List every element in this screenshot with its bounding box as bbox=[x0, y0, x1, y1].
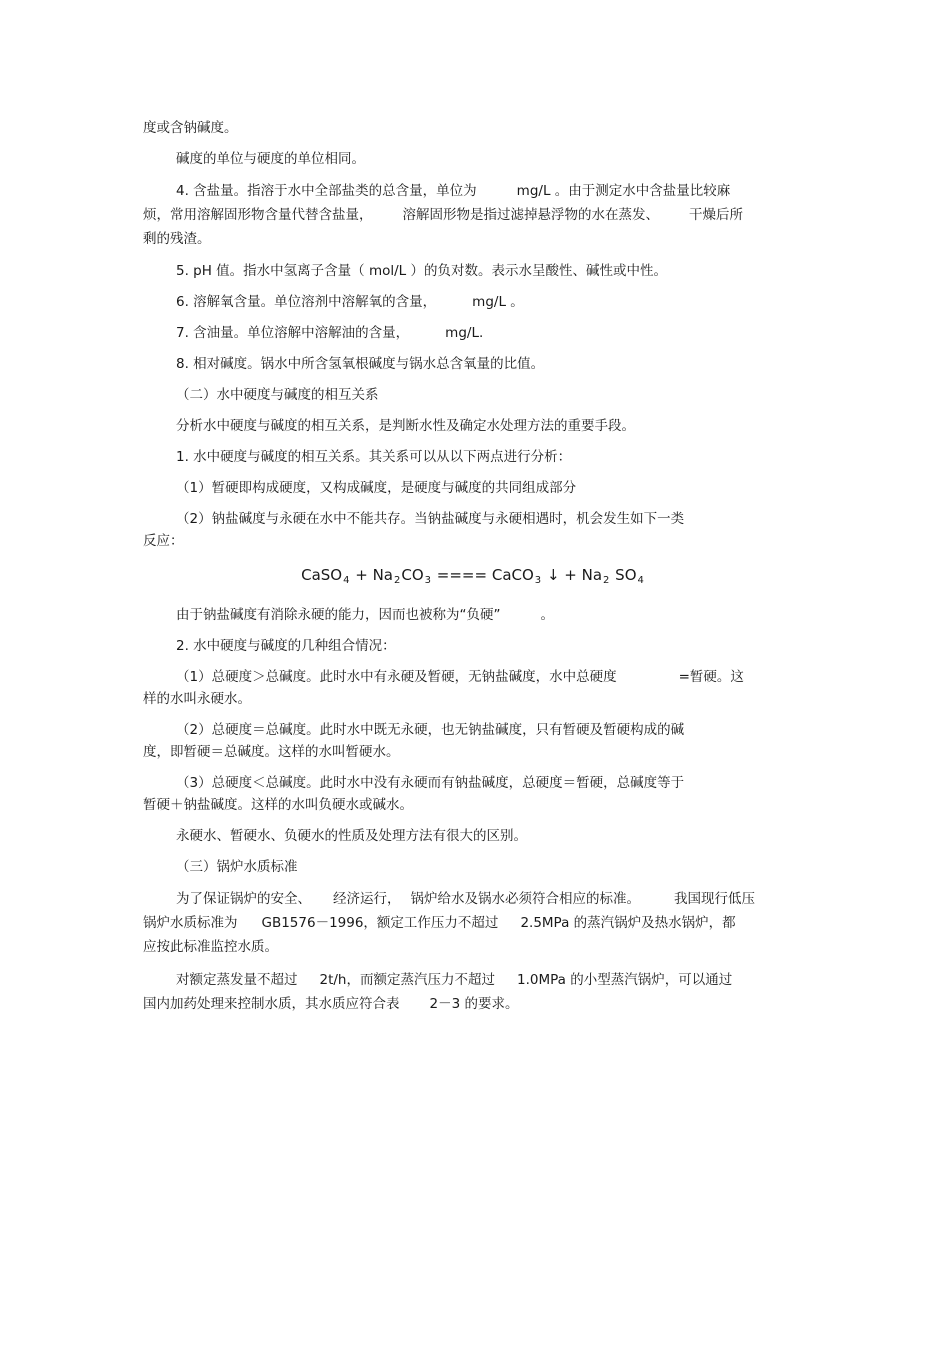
section-heading-3: （三）锅炉水质标准 bbox=[176, 859, 298, 875]
paragraph: 度或含钠碱度。 bbox=[143, 120, 238, 136]
paragraph: （2）总硬度＝总碱度。此时水中既无永硬，也无钠盐碱度，只有暂硬及暂硬构成的碱 bbox=[176, 722, 685, 738]
paragraph-salt-content-end: 剩的残渣。 bbox=[143, 231, 211, 247]
paragraph: 由于钠盐碱度有消除永硬的能力，因而也被称为“负硬” 。 bbox=[176, 607, 554, 623]
paragraph-ph: 5. pH 值。指水中氢离子含量（ mol/L ）的负对数。表示水呈酸性、碱性或中性。 bbox=[176, 263, 667, 279]
paragraph: （1）暂硬即构成硬度，又构成碱度，是硬度与碱度的共同组成部分 bbox=[176, 480, 577, 496]
paragraph-boiler-standard-end: 应按此标准监控水质。 bbox=[143, 939, 278, 955]
paragraph-cont: 样的水叫永硬水。 bbox=[143, 691, 251, 707]
paragraph-small-boiler: 对额定蒸发量不超过 2t/h，而额定蒸汽压力不超过 1.0MPa 的小型蒸汽锅炉，可以通过 bbox=[176, 972, 733, 988]
paragraph: （2）钠盐碱度与永硬在水中不能共存。当钠盐碱度与永硬相遇时，机会发生如下一类 bbox=[176, 511, 685, 527]
paragraph-cont: 度，即暂硬＝总碱度。这样的水叫暂硬水。 bbox=[143, 744, 400, 760]
paragraph-salt-content-cont: 烦，常用溶解固形物含量代替含盐量， 溶解固形物是指过滤掉悬浮物的水在蒸发、 干燥后所 bbox=[143, 207, 743, 223]
paragraph: （3）总硬度＜总碱度。此时水中没有永硬而有钠盐碱度，总硬度＝暂硬，总碱度等于 bbox=[176, 775, 685, 791]
document-body bbox=[143, 117, 803, 1025]
paragraph-relative-alkalinity: 8. 相对碱度。锅水中所含氢氧根碱度与锅水总含氧量的比值。 bbox=[176, 356, 545, 372]
paragraph: 1. 水中硬度与碱度的相互关系。其关系可以从以下两点进行分析： bbox=[176, 449, 572, 465]
paragraph-oil-content: 7. 含油量。单位溶解中溶解油的含量， mg/L. bbox=[176, 325, 484, 341]
paragraph-cont: 反应： bbox=[143, 533, 184, 549]
paragraph: 2. 水中硬度与碱度的几种组合情况： bbox=[176, 638, 396, 654]
paragraph-boiler-standard: 为了保证锅炉的安全、 经济运行， 锅炉给水及锅水必须符合相应的标准。 我国现行低压 bbox=[176, 891, 755, 907]
chemical-equation: CaSO$_4$ + $Na_2CO_3$ ==== CaCO$_3$ ↓ + $Na_2$ $SO_4$ bbox=[301, 566, 644, 586]
section-heading-2: （二）水中硬度与碱度的相互关系 bbox=[176, 387, 379, 403]
paragraph: （1）总硬度＞总碱度。此时水中有永硬及暂硬，无钠盐碱度，水中总硬度 =暂硬。这 bbox=[176, 669, 744, 685]
paragraph-cont: 暂硬＋钠盐碱度。这样的水叫负硬水或碱水。 bbox=[143, 797, 413, 813]
paragraph-salt-content: 4. 含盐量。指溶于水中全部盐类的总含量，单位为 mg/L 。由于测定水中含盐量比较麻 bbox=[176, 183, 731, 199]
paragraph: 分析水中硬度与碱度的相互关系，是判断水性及确定水处理方法的重要手段。 bbox=[176, 418, 635, 434]
paragraph-boiler-standard-cont: 锅炉水质标准为 GB1576－1996，额定工作压力不超过 2.5MPa 的蒸汽锅炉及热水锅炉，都 bbox=[143, 915, 736, 931]
paragraph: 永硬水、暂硬水、负硬水的性质及处理方法有很大的区别。 bbox=[176, 828, 527, 844]
paragraph-dissolved-oxygen: 6. 溶解氧含量。单位溶剂中溶解氧的含量， mg/L 。 bbox=[176, 294, 524, 310]
paragraph-small-boiler-cont: 国内加药处理来控制水质，其水质应符合表 2－3 的要求。 bbox=[143, 996, 519, 1012]
paragraph: 碱度的单位与硬度的单位相同。 bbox=[176, 151, 365, 167]
